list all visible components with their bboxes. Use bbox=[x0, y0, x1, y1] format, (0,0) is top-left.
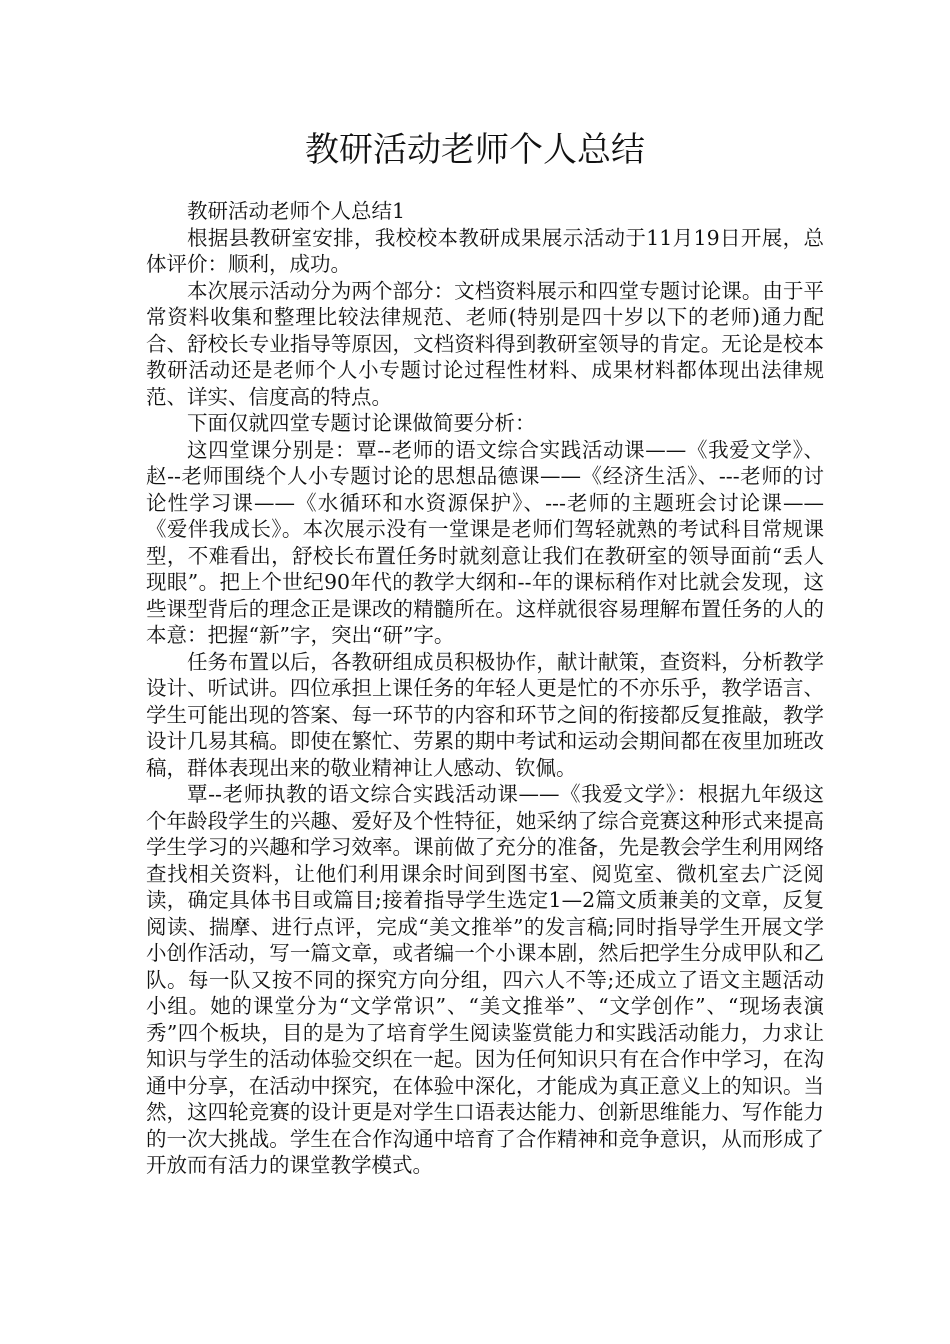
paragraph: 这四堂课分别是：覃--老师的语文综合实践活动课——《我爱文学》、赵--老师围绕个人小专题讨论的思想品德课——《经济生活》、---老师的讨论性学习课——《水循环和水资源保护》、---老师的主题班会讨论课——《爱伴我成长》。本次展示没有一堂课是老师们驾轻就熟的考试科目常规课型，不难看出，舒校长布置任务时就刻意让我们在教研室的领导面前“丢人现眼”。把上个世纪90年代的教学大纲和--年的课标稍作对比就会发现，这些课型背后的理念正是课改的精髓所在。这样就很容易理解布置任务的人的本意：把握“新”字，突出“研”字。 bbox=[146, 437, 824, 647]
paragraph-subtitle: 教研活动老师个人总结1 bbox=[187, 199, 406, 223]
paragraph: 任务布置以后，各教研组成员积极协作，献计献策，查资料，分析教学设计、听试讲。四位承担上课任务的年轻人更是忙的不亦乐乎，教学语言、学生可能出现的答案、每一环节的内容和环节之间的衔接都反复推敲，教学设计几易其稿。即使在繁忙、劳累的期中考试和运动会期间都在夜里加班改稿，群体表现出来的敬业精神让人感动、钦佩。 bbox=[146, 649, 824, 780]
paragraph: 根据县教研室安排，我校校本教研成果展示活动于11月19日开展，总体评价：顺利，成功。 bbox=[146, 225, 824, 276]
document-title: 教研活动老师个人总结 bbox=[305, 130, 645, 170]
paragraph: 覃--老师执教的语文综合实践活动课——《我爱文学》：根据九年级这个年龄段学生的兴趣、爱好及个性特征，她采纳了综合竞赛这种形式来提高学生学习的兴趣和学习效率。课前做了充分的准备，先是教会学生利用网络查找相关资料，让他们利用课余时间到图书室、阅览室、微机室去广泛阅读，确定具体书目或篇目;接着指导学生选定1—2篇文质兼美的文章，反复阅读、揣摩、进行点评，完成“美文推举”的发言稿;同时指导学生开展文学小创作活动，写一篇文章，或者编一个小课本剧，然后把学生分成甲队和乙队。每一队又按不同的探究方向分组，四六人不等;还成立了语文主题活动小组。她的课堂分为“文学常识”、“美文推举”、“文学创作”、“现场表演秀”四个板块，目的是为了培育学生阅读鉴赏能力和实践活动能力，力求让知识与学生的活动体验交织在一起。因为任何知识只有在合作中学习，在沟通中分享，在活动中探究，在体验中深化，才能成为真正意义上的知识。当然，这四轮竞赛的设计更是对学生口语表达能力、创新思维能力、写作能力的一次大挑战。学生在合作沟通中培育了合作精神和竞争意识，从而形成了开放而有活力的课堂教学模式。 bbox=[146, 782, 824, 1177]
paragraph: 本次展示活动分为两个部分：文档资料展示和四堂专题讨论课。由于平常资料收集和整理比较法律规范、老师(特别是四十岁以下的老师)通力配合、舒校长专业指导等原因，文档资料得到教研室领导的肯定。无论是校本教研活动还是老师个人小专题讨论过程性材料、成果材料都体现出法律规范、详实、信度高的特点。 bbox=[146, 278, 824, 409]
paragraph: 下面仅就四堂专题讨论课做简要分析： bbox=[187, 411, 536, 435]
document-body bbox=[146, 198, 824, 1179]
